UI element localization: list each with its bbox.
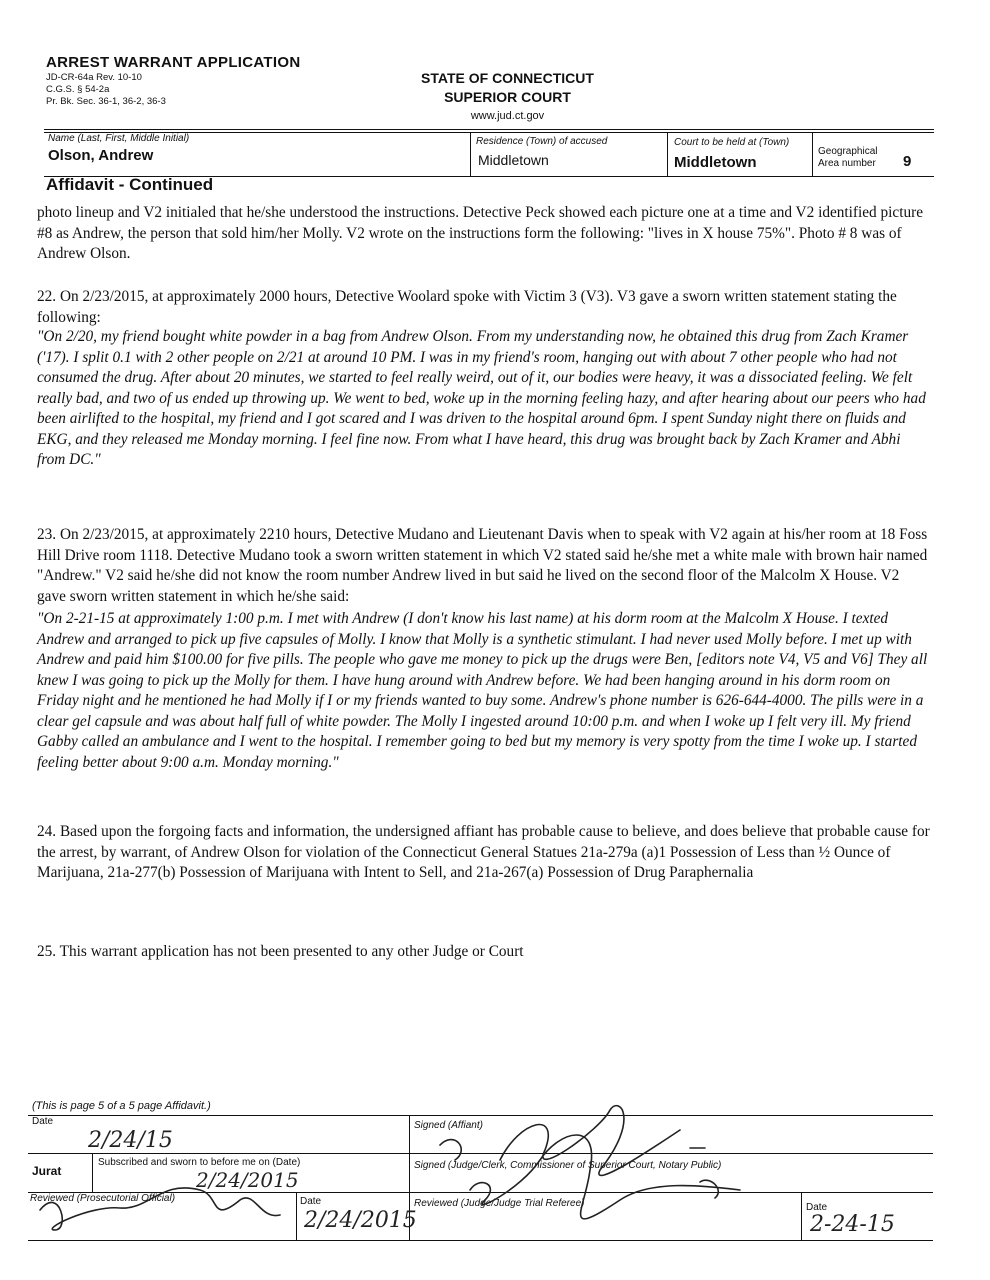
paragraph-22-quote: "On 2/20, my friend bought white powder in a bag from Andrew Olson. From my understanding now, he obtained this drug from Zach Kramer ('17). I split 0.1 with 2 other people on 2/21 at around 10 PM. I was in my friend's room, hanging out with about 7 other people who had not consumed the drug. After about 20 minutes, we started to feel really weird, out of it, our bodies were heavy, it was a dissociated feeling. We felt really bad, and two of us ended up throwing up. We went to bed, woke up in the morning feeling hazy, and after hearing about our peers who had been airlifted to the hospital, my friend and I got scared and I was driven to the hospital around 6pm. I spent Sunday night there on fluids and EKG, and they released me Monday morning. I feel fine now. From what I have heard, this drug was brought back by Zach Kramer and Abhi from DC." <box>37 328 926 468</box>
state-name: STATE OF CONNECTICUT <box>421 70 594 86</box>
form-title: ARREST WARRANT APPLICATION <box>46 54 301 71</box>
statute-reference: C.G.S. § 54-2a <box>46 84 110 95</box>
residence-label: Residence (Town) of accused <box>476 136 608 147</box>
prosecutor-signature <box>40 1188 280 1230</box>
paragraph-24: 24. Based upon the forgoing facts and information, the undersigned affiant has probable cause to believe, and does believe that probable cause for the arrest, by warrant, of Andrew Olson for violation of the Connecticut General Statues 21a-279a (a)1 Possession of Less than ½ Ounce of Marijuana, 21a-277(b) Possession of Marijuana with Intent to Sell, and 21a-267(a) Possession of Drug Paraphernalia <box>37 823 930 881</box>
date2-label: Date <box>300 1196 322 1207</box>
paragraph-continued: photo lineup and V2 initialed that he/she understood the instructions. Detective Peck showed each picture one at a time and V2 identified picture #8 as Andrew, the person that sold him/her Molly. V2 wrote on the instructions form the following: "lives in X house 75%". Photo # 8 was of Andrew Olson. <box>37 204 923 262</box>
residence-value: Middletown <box>478 152 549 168</box>
signed-judge-label: Signed (Judge/Clerk, Commissioner of Superior Court, Notary Public) <box>414 1160 722 1171</box>
date3-label: Date <box>806 1202 828 1213</box>
court-town-label: Court to be held at (Town) <box>674 137 790 148</box>
date2-handwritten: 2/24/2015 <box>304 1208 417 1233</box>
signed-affiant-label: Signed (Affiant) <box>414 1120 483 1131</box>
paragraph-25: 25. This warrant application has not been presented to any other Judge or Court <box>37 943 524 960</box>
geo-label-line2: Area number <box>818 158 876 169</box>
reviewed-prosecutor-label: Reviewed (Prosecutorial Official) <box>30 1193 176 1204</box>
date-label: Date <box>32 1116 54 1127</box>
subscribed-label: Subscribed and sworn to before me on (Date) <box>98 1157 301 1168</box>
name-label: Name (Last, First, Middle Initial) <box>48 133 190 144</box>
court-town-value: Middletown <box>674 154 757 171</box>
paragraph-23-quote: "On 2-21-15 at approximately 1:00 p.m. I met with Andrew (I don't know his last name) at his dorm room at the Malcolm X House. I texted Andrew and arranged to pick up five capsules of Molly. I know that Molly is a synthetic stimulant. I had never used Molly before. I met up with Andrew and paid him $100.00 for five pills. The people who gave me money to pick up the drugs were Ben, [editors note V4, V5 and V6] They all knew I was going to pick up the Molly for them. I have hung around with Andrew before. We had been hanging around in his dorm room on Friday night and he mentioned he had Molly if I or my friends wanted to buy some. Andrew's phone number is 626-644-4000. The pills were in a clear gel capsule and was about half full of white powder. The Molly I ingested around 10:00 p.m. and when I woke up I felt very ill. My friend Gabby called an ambulance and I went to the hospital. I remember going to bed but my memory is very spotty from the time I woke up. I started feeling better about 9:00 a.m. Monday morning." <box>37 610 928 771</box>
affiant-signature <box>440 1106 705 1176</box>
paragraph-22-intro: 22. On 2/23/2015, at approximately 2000 hours, Detective Woolard spoke with Victim 3 (V3). V3 gave a sworn written statement stating the following: <box>37 288 897 326</box>
jurat-label: Jurat <box>32 1164 62 1178</box>
date3-handwritten: 2-24-15 <box>810 1212 895 1237</box>
form-number: JD-CR-64a Rev. 10-10 <box>46 72 142 83</box>
paragraph-23-intro: 23. On 2/23/2015, at approximately 2210 hours, Detective Mudano and Lieutenant Davis when to speak with V2 again at his/her room at 18 Foss Hill Drive room 1118. Detective Mudano took a sworn written statement in which V2 stated said he/she met a white male with brown hair named "Andrew." V2 said he/she did not know the room number Andrew lived in but said he lived on the second floor of the Malcolm X House. V2 gave sworn written statement in which he/she said: <box>37 526 928 605</box>
reviewed-judge-label: Reviewed (Judge/Judge Trial Referee) <box>414 1198 585 1209</box>
signature-scribbles <box>0 1090 990 1280</box>
geo-label-line1: Geographical <box>818 146 878 157</box>
court-url: www.jud.ct.gov <box>470 110 545 122</box>
geo-area-number: 9 <box>903 153 912 170</box>
date-handwritten: 2/24/15 <box>88 1128 173 1153</box>
subscribed-date-handwritten: 2/24/2015 <box>196 1168 299 1192</box>
practice-book-reference: Pr. Bk. Sec. 36-1, 36-2, 36-3 <box>46 96 166 107</box>
court-name: SUPERIOR COURT <box>444 89 571 105</box>
page-note: (This is page 5 of a 5 page Affidavit.) <box>32 1100 211 1112</box>
section-title: Affidavit - Continued <box>46 175 214 194</box>
accused-name: Olson, Andrew <box>48 147 154 164</box>
